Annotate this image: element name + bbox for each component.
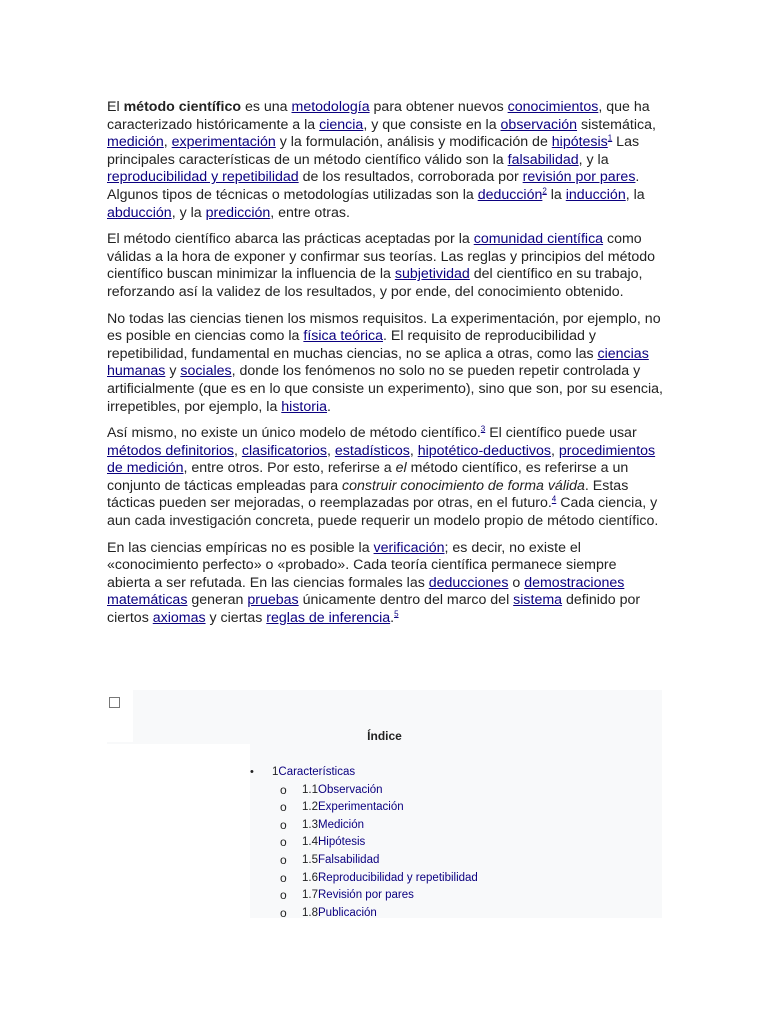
toc-number: 1.2 [302, 801, 318, 814]
toc-title: Índice [367, 729, 402, 743]
toc-number: 1 [272, 766, 279, 778]
link-metodos-definitorios[interactable]: métodos definitorios [107, 442, 234, 459]
toc-number: 1.1 [302, 783, 318, 796]
toc-entry[interactable] [302, 852, 379, 870]
toc-item[interactable] [250, 799, 662, 817]
toc-entry[interactable] [272, 764, 355, 782]
link-verificacion[interactable]: verificación [373, 539, 445, 556]
toc-item[interactable] [250, 887, 662, 905]
link-falsabilidad[interactable]: falsabilidad [507, 151, 579, 168]
toc-item[interactable] [250, 870, 662, 888]
toc-entry[interactable] [302, 887, 414, 905]
italic-el: el [395, 460, 407, 477]
link-sistema[interactable]: sistema [513, 592, 563, 609]
toc-bullet-icon: o [280, 888, 287, 903]
toc-entry[interactable] [302, 870, 478, 888]
link-fisica-teorica[interactable]: física teórica [303, 328, 384, 345]
link-abduccion[interactable]: abducción [107, 204, 172, 221]
link-demostraciones-matematicas[interactable]: demostraciones matemáticas [107, 574, 625, 609]
link-deducciones[interactable]: deducciones [428, 574, 509, 591]
paragraph-1: El método científico es una metodología para obtener nuevos conocimientos, que ha caracterizado históricamente a la ciencia, y que consiste en la observación sistemática, medición, experimentación y la formulación, análisis y modificación de hipótesis$^1$ Las principales características de un método científico válido son la falsabilidad, y la reproducibilidad y repetibilidad de los resultados, corroborada por revisión por pares. Algunos tipos de técnicas o metodologías utilizadas son la deducción$^2$ la inducción, la abducción, y la predicción, entre otras. [107, 99, 656, 221]
toc-item[interactable] [250, 852, 662, 870]
link-reglas-de-inferencia[interactable]: reglas de inferencia [266, 610, 391, 627]
link-ciencia[interactable]: ciencia [319, 116, 364, 133]
toc-number: 1.6 [302, 871, 318, 884]
toc-link[interactable]: Falsabilidad [318, 853, 380, 866]
link-hipotetico-deductivos[interactable]: hipotético-deductivos [417, 442, 552, 459]
link-comunidad-cientifica[interactable]: comunidad científica [473, 231, 604, 248]
toc-entry[interactable] [302, 782, 383, 800]
reference-1[interactable]: 1 [607, 133, 613, 143]
toc-bullet-icon: o [280, 782, 287, 797]
toc-number: 1.3 [302, 818, 318, 831]
link-metodologia[interactable]: metodología [291, 99, 370, 115]
paragraph-3: No todas las ciencias tienen los mismos requisitos. La experimentación, por ejemplo, no es posible en ciencias como la física teórica. El requisito de reproducibilidad y repetibilidad, fundamental en muchas ciencias, no se aplica a otras, como las ciencias humanas y sociales, donde los fenómenos no solo no se pueden repetir controlada y artificialmente (que es en lo que consiste un experimento), sino que son, por su esencia, irrepetibles, por ejemplo, la historia. [107, 310, 663, 415]
link-conocimientos[interactable]: conocimientos [507, 99, 599, 115]
toc-indent-area [107, 744, 250, 918]
paragraph-2: El método científico abarca las prácticas aceptadas por la comunidad científica como válidas a la hora de exponer y confirmar sus teorías. Las reglas y principios del método científico buscan minimizar la influencia de la subjetividad del científico en su trabajo, reforzando así la validez de los resultados, y por ende, del conocimiento obtenido. [107, 231, 656, 300]
toc-bullet-icon: o [280, 905, 287, 920]
toc-bullet-icon: o [280, 817, 287, 832]
toc-item[interactable] [250, 905, 662, 923]
term-bold: método científico [123, 99, 242, 115]
toc-toggle-checkbox[interactable] [109, 697, 120, 708]
toc-entry[interactable] [302, 834, 365, 852]
toc-entry[interactable] [302, 817, 364, 835]
link-experimentacion[interactable]: experimentación [171, 134, 276, 151]
link-axiomas[interactable]: axiomas [152, 610, 206, 627]
toc-list [250, 764, 662, 922]
paragraph-4: Así mismo, no existe un único modelo de método científico.$^3$ El científico puede usar métodos definitorios, clasificatorios, estadísticos, hipotético-deductivos, procedimientos de medición, entre otros. Por esto, referirse a el método científico, es referirse a un conjunto de tácticas empleadas para construir conocimiento de forma válida. Estas tácticas pueden ser mejoradas, o reemplazadas por otras, en el futuro.$^4$ Cada ciencia, y aun cada investigación concreta, puede requerir un modelo propio de método científico. [107, 424, 659, 530]
reference-5[interactable]: 5 [394, 609, 399, 619]
toc-link[interactable]: Hipótesis [318, 836, 366, 849]
toc-link[interactable]: Observación [318, 783, 383, 796]
reference-2[interactable]: 2 [542, 186, 547, 196]
toc-number: 1.8 [302, 906, 318, 919]
link-revision-por-pares[interactable]: revisión por pares [522, 169, 636, 186]
toc-bullet-icon: o [280, 852, 287, 867]
reference-3[interactable]: 3 [480, 424, 486, 434]
toc-entry[interactable] [302, 799, 404, 817]
link-pruebas[interactable]: pruebas [247, 592, 299, 609]
italic-construir: construir conocimiento de forma válida [342, 477, 585, 494]
link-observacion[interactable]: observación [500, 116, 578, 133]
toc-link[interactable]: Medición [318, 818, 365, 831]
toc-item[interactable] [250, 764, 662, 782]
toc-number: 1.4 [302, 836, 318, 849]
article-body [107, 99, 663, 637]
toc-link[interactable]: Reproducibilidad y repetibilidad [318, 871, 478, 884]
link-clasificatorios[interactable]: clasificatorios [241, 442, 328, 459]
toc-number: 1.5 [302, 853, 318, 866]
link-procedimientos-de-medicion[interactable]: procedimientos de medición [107, 442, 656, 477]
toc-bullet-icon: o [280, 800, 287, 815]
link-medicion[interactable]: medición [107, 134, 164, 151]
table-of-contents [107, 690, 662, 918]
toc-bullet-icon: o [280, 870, 287, 885]
link-estadisticos[interactable]: estadísticos [334, 442, 410, 459]
paragraph-5: En las ciencias empíricas no es posible la verificación; es decir, no existe el «conocimiento perfecto» o «probado». Cada teoría científica permanece siempre abierta a ser refutada. En las ciencias formales las deducciones o demostraciones matemáticas generan pruebas únicamente dentro del marco del sistema definido por ciertos axiomas y ciertas reglas de inferencia.$^5$ [107, 539, 641, 627]
toc-entry[interactable] [302, 905, 377, 923]
toc-bullet-icon: • [250, 766, 254, 778]
link-prediccion[interactable]: predicción [205, 204, 271, 221]
link-subjetividad[interactable]: subjetividad [394, 266, 470, 283]
toc-number: 1.7 [302, 889, 318, 902]
link-hipotesis[interactable]: hipótesis [551, 134, 608, 151]
toc-item[interactable] [250, 834, 662, 852]
toc-link[interactable]: Revisión por pares [318, 889, 414, 902]
toc-link[interactable]: Experimentación [318, 801, 404, 814]
toc-link[interactable]: Publicación [318, 906, 377, 919]
toc-bullet-icon: o [280, 835, 287, 850]
link-historia[interactable]: historia [281, 398, 328, 415]
link-induccion[interactable]: inducción [565, 186, 626, 203]
link-deduccion[interactable]: deducción [477, 186, 543, 203]
link-reproducibilidad[interactable]: reproducibilidad y repetibilidad [107, 169, 299, 186]
toc-item[interactable] [250, 817, 662, 835]
link-sociales[interactable]: sociales [180, 363, 232, 380]
toc-link[interactable]: Características [278, 766, 356, 778]
reference-4[interactable]: 4 [551, 494, 557, 504]
link-ciencias-humanas[interactable]: ciencias humanas [107, 345, 649, 380]
toc-item[interactable] [250, 782, 662, 800]
